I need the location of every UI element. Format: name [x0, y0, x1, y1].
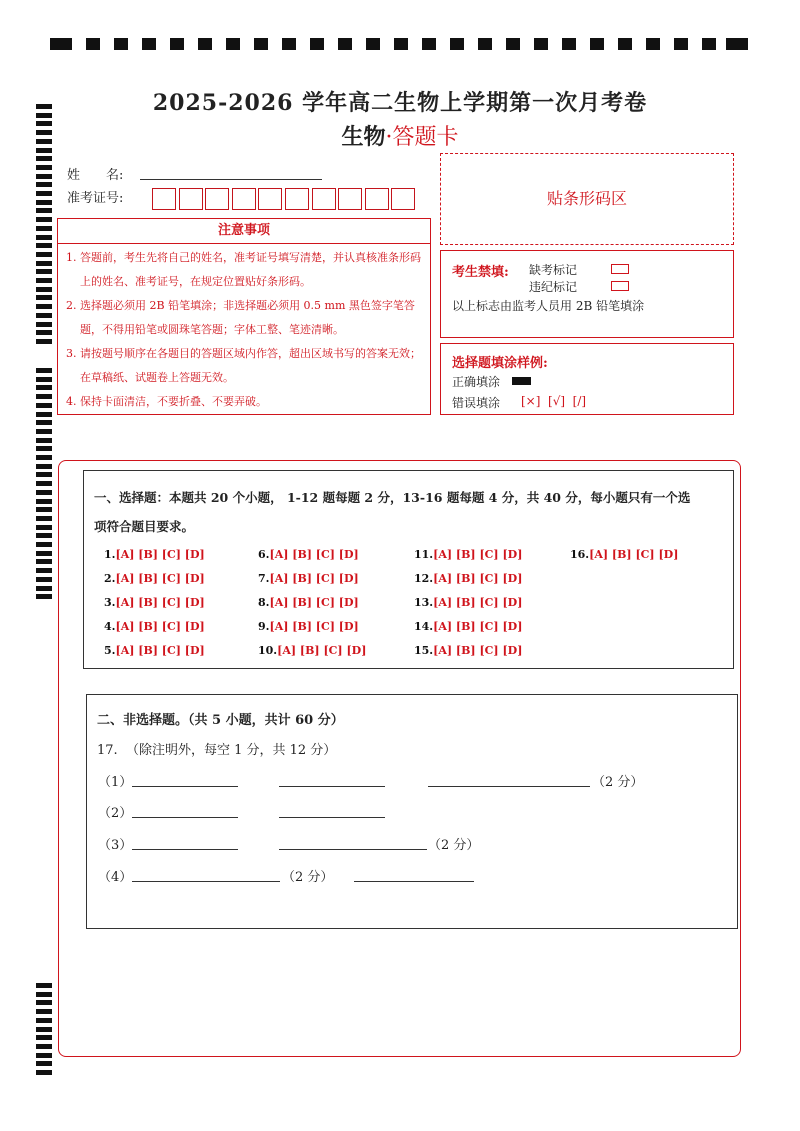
wrong-fill-label: 错误填涂: [452, 396, 501, 410]
answer-options[interactable]: [A] [B] [C] [D]: [115, 548, 205, 561]
points-note: （2 分）: [282, 870, 334, 885]
timing-mark: [36, 385, 52, 390]
id-digit-box[interactable]: [285, 188, 309, 210]
timing-mark: [36, 252, 52, 257]
timing-mark: [36, 174, 52, 179]
timing-mark: [36, 1070, 52, 1075]
timing-mark: [36, 377, 52, 382]
choice-heading-line2: 项符合题目要求。: [94, 519, 195, 534]
timing-mark: [36, 287, 52, 292]
answer-options[interactable]: [A] [B] [C] [D]: [115, 572, 205, 585]
answer-options[interactable]: [A] [B] [C] [D]: [115, 620, 205, 633]
id-digit-box[interactable]: [312, 188, 336, 210]
choice-section: [83, 470, 734, 669]
timing-mark: [36, 577, 52, 582]
timing-mark: [36, 412, 52, 417]
timing-mark: [36, 983, 52, 988]
points-note: （2 分）: [592, 775, 644, 790]
absent-label: 缺考标记: [529, 263, 578, 277]
note-item: 3. 请按题号顺序在各题目的答题区域内作答，超出区域书写的答案无效；在草稿纸、试题卷上答题无效。: [66, 347, 421, 384]
question-number: 5.: [104, 644, 116, 657]
id-digit-box[interactable]: [338, 188, 362, 210]
timing-mark: [36, 322, 52, 327]
question-number: 13.: [414, 596, 434, 609]
choice-question-2[interactable]: [104, 572, 205, 585]
answer-blank[interactable]: [279, 849, 427, 850]
violation-label: 违纪标记: [529, 280, 578, 294]
question-number: 3.: [104, 596, 116, 609]
question-number: 2.: [104, 572, 116, 585]
timing-mark: [36, 586, 52, 591]
forbidden-note: 以上标志由监考人员用 2B 铅笔填涂: [452, 299, 645, 313]
timing-mark: [36, 464, 52, 469]
answer-options[interactable]: [A] [B] [C] [D]: [433, 596, 523, 609]
question-number: 10.: [258, 644, 278, 657]
barcode-area: [440, 153, 734, 245]
answer-options[interactable]: [A] [B] [C] [D]: [269, 572, 359, 585]
correct-fill-sample: [512, 377, 531, 385]
choice-question-4[interactable]: [104, 620, 205, 633]
question-number: 16.: [570, 548, 590, 561]
correct-fill-label: 正确填涂: [452, 375, 501, 389]
answer-blank[interactable]: [132, 817, 238, 818]
answer-blank[interactable]: [132, 849, 238, 850]
timing-mark: [36, 368, 52, 373]
timing-mark: [36, 420, 52, 425]
question-number: 11.: [414, 548, 434, 561]
timing-mark: [36, 165, 52, 170]
timing-mark: [36, 992, 52, 997]
points-note: （2 分）: [428, 838, 480, 853]
answer-options[interactable]: [A] [B] [C] [D]: [589, 548, 679, 561]
page-title: 2025-2026 学年高二生物上学期第一次月考卷: [152, 90, 648, 116]
note-item: 1. 答题前，考生先将自己的姓名，准考证号填写清楚，并认真核准条形码上的姓名、准考证号，在规定位置贴好条形码。: [66, 251, 421, 288]
choice-question-10[interactable]: [258, 644, 366, 657]
timing-mark: [36, 438, 52, 443]
question-number: 6.: [258, 548, 270, 561]
absent-mark-box[interactable]: [611, 264, 629, 274]
timing-mark: [36, 156, 52, 161]
choice-question-14[interactable]: [414, 620, 522, 633]
timing-mark: [36, 1061, 52, 1066]
answer-options[interactable]: [A] [B] [C] [D]: [433, 644, 523, 657]
answer-options[interactable]: [A] [B] [C] [D]: [433, 548, 523, 561]
part-4-label: （4）: [98, 870, 133, 885]
choice-question-12[interactable]: [414, 572, 522, 585]
part-2-label: （2）: [98, 806, 133, 821]
timing-mark: [36, 455, 52, 460]
id-digit-box[interactable]: [179, 188, 203, 210]
timing-mark: [36, 182, 52, 187]
name-field[interactable]: [140, 179, 322, 180]
timing-mark: [36, 235, 52, 240]
timing-mark: [36, 429, 52, 434]
page-subtitle: 生物·答题卡: [341, 124, 459, 150]
timing-mark: [36, 542, 52, 547]
timing-mark: [36, 490, 52, 495]
timing-mark: [36, 507, 52, 512]
id-digit-box[interactable]: [232, 188, 256, 210]
answer-blank[interactable]: [428, 786, 590, 787]
choice-question-6[interactable]: [258, 548, 359, 561]
answer-blank[interactable]: [279, 786, 385, 787]
timing-mark: [36, 1035, 52, 1040]
question-number: 7.: [258, 572, 270, 585]
timing-mark: [36, 330, 52, 335]
timing-mark: [36, 403, 52, 408]
timing-mark: [36, 525, 52, 530]
timing-mark: [36, 278, 52, 283]
answer-options[interactable]: [A] [B] [C] [D]: [115, 596, 205, 609]
timing-mark: [36, 559, 52, 564]
answer-blank[interactable]: [279, 817, 385, 818]
answer-blank[interactable]: [132, 786, 238, 787]
sample-label: 选择题填涂样例:: [452, 356, 548, 371]
choice-question-9[interactable]: [258, 620, 359, 633]
timing-mark: [36, 200, 52, 205]
barcode-label: 贴条形码区: [546, 189, 627, 208]
timing-mark: [36, 1018, 52, 1023]
timing-mark: [36, 269, 52, 274]
choice-question-7[interactable]: [258, 572, 359, 585]
timing-mark: [36, 261, 52, 266]
answer-blank[interactable]: [132, 881, 280, 882]
answer-options[interactable]: [A] [B] [C] [D]: [269, 596, 359, 609]
name-label: 姓 名:: [67, 168, 124, 183]
timing-mark: [36, 304, 52, 309]
choice-question-16[interactable]: [570, 548, 678, 561]
question-number: 8.: [258, 596, 270, 609]
choice-question-11[interactable]: [414, 548, 522, 561]
timing-mark: [36, 226, 52, 231]
part-1-label: （1）: [98, 775, 133, 790]
timing-mark: [36, 208, 52, 213]
wrong-fill-samples: [×] [√] [/]: [521, 394, 587, 408]
id-label: 准考证号:: [67, 191, 124, 206]
notes-heading: 注意事项: [58, 219, 430, 244]
timing-mark: [36, 594, 52, 599]
choice-question-15[interactable]: [414, 644, 522, 657]
timing-mark: [36, 533, 52, 538]
notes-box: [57, 218, 431, 415]
nonchoice-heading: 二、非选择题。（共 5 小题，共计 60 分）: [97, 713, 344, 728]
choice-question-3[interactable]: [104, 596, 205, 609]
forbidden-label: 考生禁填:: [452, 265, 509, 280]
timing-mark: [36, 568, 52, 573]
answer-options[interactable]: [A] [B] [C] [D]: [115, 644, 205, 657]
question-number: 14.: [414, 620, 434, 633]
forbidden-box: [440, 250, 734, 338]
timing-mark: [36, 243, 52, 248]
timing-mark: [36, 516, 52, 521]
answer-options[interactable]: [A] [B] [C] [D]: [269, 548, 359, 561]
question-number: 4.: [104, 620, 116, 633]
timing-mark: [36, 295, 52, 300]
question-number: 9.: [258, 620, 270, 633]
timing-mark: [36, 1053, 52, 1058]
answer-options[interactable]: [A] [B] [C] [D]: [433, 620, 523, 633]
timing-mark: [36, 1044, 52, 1049]
choice-question-13[interactable]: [414, 596, 522, 609]
timing-mark: [36, 1027, 52, 1032]
timing-mark: [36, 191, 52, 196]
timing-mark: [36, 1000, 52, 1005]
violation-mark-box[interactable]: [611, 281, 629, 291]
timing-mark: [36, 1009, 52, 1014]
id-digit-box[interactable]: [152, 188, 176, 210]
question-number: 15.: [414, 644, 434, 657]
choice-question-5[interactable]: [104, 644, 205, 657]
sample-box: [440, 343, 734, 415]
note-item: 2. 选择题必须用 2B 铅笔填涂；非选择题必须用 0.5 mm 黑色签字笔答题，不得用铅笔或圆珠笔答题；字体工整、笔迹清晰。: [66, 299, 415, 336]
question-number: 1.: [104, 548, 116, 561]
id-digit-box[interactable]: [391, 188, 415, 210]
note-item: 4. 保持卡面清洁，不要折叠、不要弄破。: [66, 395, 267, 408]
timing-mark: [36, 339, 52, 344]
answer-options[interactable]: [A] [B] [C] [D]: [277, 644, 367, 657]
timing-mark: [36, 472, 52, 477]
question-number: 12.: [414, 572, 434, 585]
part-3-label: （3）: [98, 838, 133, 853]
timing-mark: [36, 394, 52, 399]
id-digit-box[interactable]: [205, 188, 229, 210]
nonchoice-section: [86, 694, 738, 929]
choice-question-1[interactable]: [104, 548, 205, 561]
choice-heading-line1: 一、选择题：本题共 20 个小题， 1-12 题每题 2 分，13-16 题每题 4 分，共 40 分，每小题只有一个选: [94, 490, 691, 505]
answer-options[interactable]: [A] [B] [C] [D]: [433, 572, 523, 585]
timing-mark: [36, 551, 52, 556]
timing-mark: [36, 217, 52, 222]
choice-question-8[interactable]: [258, 596, 359, 609]
id-digit-box[interactable]: [365, 188, 389, 210]
q17-heading: 17. （除注明外，每空 1 分，共 12 分）: [97, 743, 337, 758]
timing-mark: [36, 499, 52, 504]
answer-blank[interactable]: [354, 881, 474, 882]
answer-options[interactable]: [A] [B] [C] [D]: [269, 620, 359, 633]
timing-mark: [36, 481, 52, 486]
timing-mark: [36, 446, 52, 451]
timing-mark: [36, 313, 52, 318]
id-digit-box[interactable]: [258, 188, 282, 210]
